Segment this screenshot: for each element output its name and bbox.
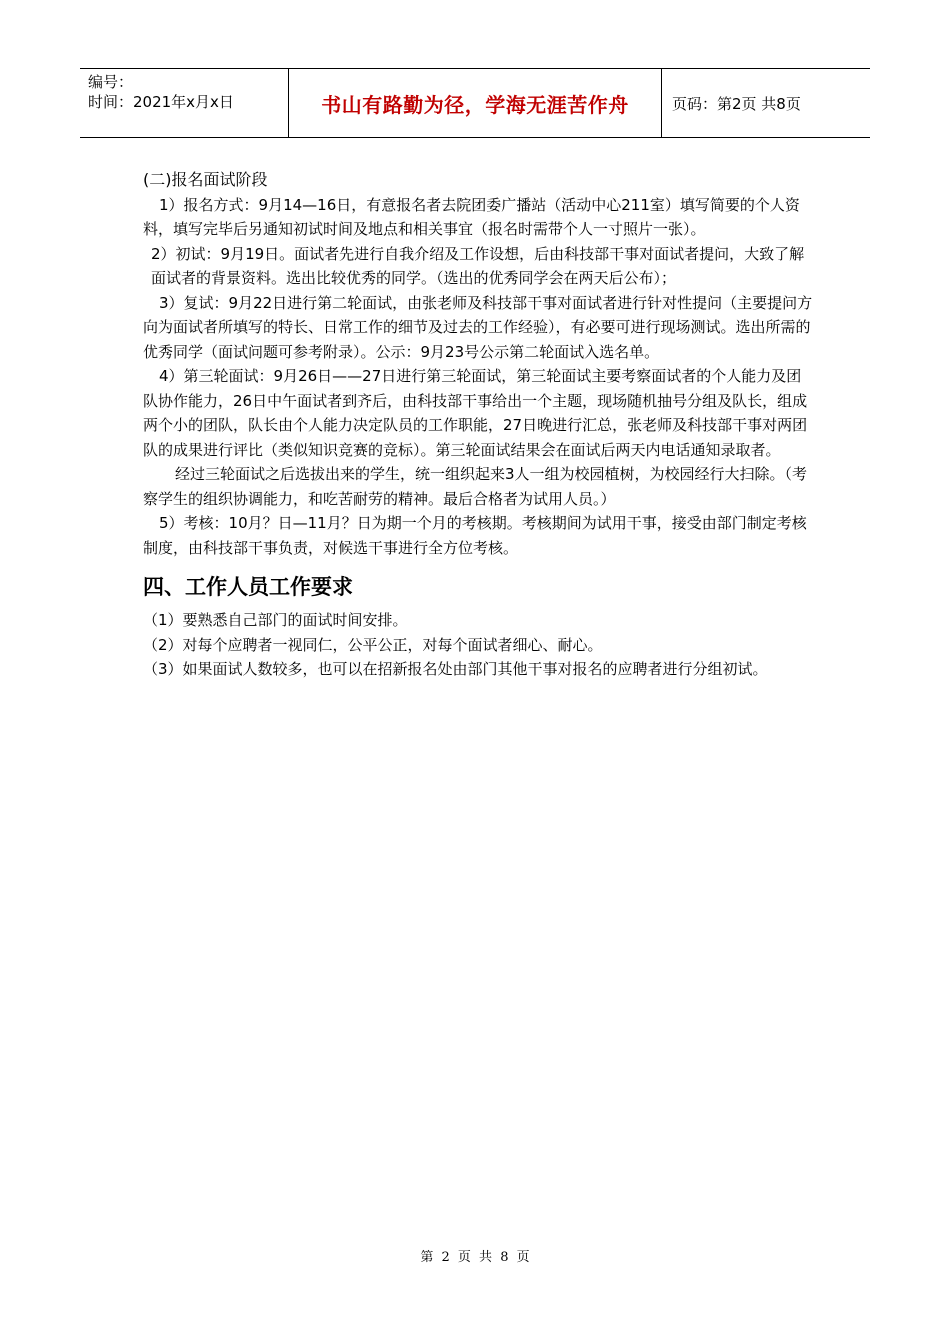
page-footer: 第 2 页 共 8 页 — [420, 1250, 530, 1265]
paragraph-assessment: 5）考核：10月？日—11月？日为期一个月的考核期。考核期间为试用干事，接受由部门制定考核制度，由科技部干事负责，对候选干事进行全方位考核。 — [143, 514, 807, 557]
document-body — [143, 168, 813, 682]
document-time-label: 时间：2021年x月x日 — [88, 93, 234, 111]
header-meta — [80, 69, 288, 137]
header-motto: 书山有路勤为径，学海无涯苦作舟 — [288, 69, 662, 137]
requirement-item-1: （1）要熟悉自己部门的面试时间安排。 — [143, 611, 408, 629]
page-header — [80, 68, 870, 138]
document-number-label: 编号： — [88, 73, 134, 91]
paragraph-third-interview: 4）第三轮面试：9月26日——27日进行第三轮面试，第三轮面试主要考察面试者的个人能力及团队协作能力，26日中午面试者到齐后，由科技部干事给出一个主题，现场随机抽号分组及队长，组成两个小的团队，队长由个人能力决定队员的工作职能，27日晚进行汇总，张老师及科技部干事对两团队的成果进行评比（类似知识竞赛的竞标）。第三轮面试结果会在面试后两天内电话通知录取者。 — [143, 367, 808, 459]
subheading-registration-interview: (二)报名面试阶段 — [143, 170, 268, 189]
paragraph-first-interview: 2）初试：9月19日。面试者先进行自我介绍及工作设想，后由科技部干事对面试者提问，大致了解面试者的背景资料。选出比较优秀的同学。（选出的优秀同学会在两天后公布）； — [151, 244, 805, 287]
header-page-info: 页码：第2页 共8页 — [672, 94, 801, 113]
section-heading-staff-requirements: 四、工作人员工作要求 — [143, 575, 353, 599]
paragraph-registration-method: 1）报名方式：9月14—16日，有意报名者去院团委广播站（活动中心211室）填写简要的个人资料，填写完毕后另通知初试时间及地点和相关事宜（报名时需带个人一寸照片一张）。 — [143, 195, 800, 238]
requirement-item-2: （2）对每个应聘者一视同仁，公平公正，对每个面试者细心、耐心。 — [143, 635, 603, 654]
requirement-item-3: （3）如果面试人数较多，也可以在招新报名处由部门其他干事对报名的应聘者进行分组初试。 — [143, 660, 768, 678]
paragraph-tree-planting: 经过三轮面试之后选拔出来的学生，统一组织起来3人一组为校园植树，为校园经行大扫除。（考察学生的组织协调能力，和吃苦耐劳的精神。最后合格者为试用人员。） — [143, 465, 808, 508]
paragraph-second-interview: 3）复试：9月22日进行第二轮面试，由张老师及科技部干事对面试者进行针对性提问（主要提问方向为面试者所填写的特长、日常工作的细节及过去的工作经验），有必要可进行现场测试。选出所需的优秀同学（面试问题可参考附录）。公示：9月23号公示第二轮面试入选名单。 — [143, 293, 813, 361]
